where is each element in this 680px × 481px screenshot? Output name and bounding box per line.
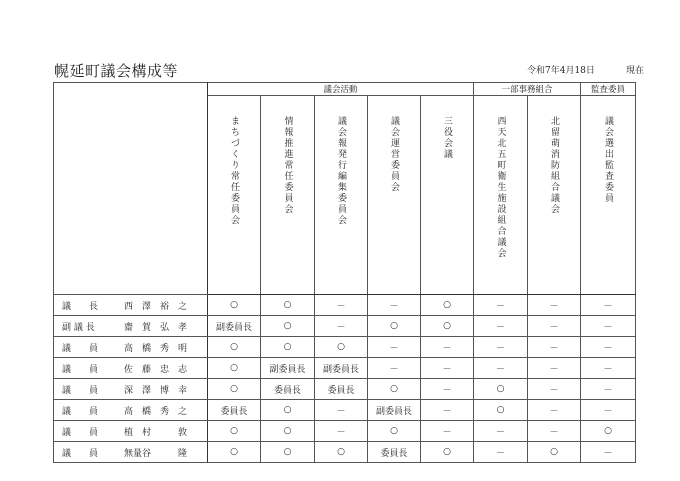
role-cell: － <box>474 421 528 442</box>
role-cell: － <box>581 379 636 400</box>
member-cell <box>54 358 208 379</box>
member-name: 高 橋 秀 之 <box>124 406 188 417</box>
table-row <box>54 379 636 400</box>
role-cell: － <box>528 337 581 358</box>
council-composition-table <box>53 82 636 463</box>
role-cell: － <box>421 358 474 379</box>
role-cell: － <box>474 337 528 358</box>
role-cell: － <box>581 316 636 337</box>
member-title: 副 議 長 <box>62 322 95 333</box>
role-cell: － <box>315 421 368 442</box>
table-row <box>54 337 636 358</box>
role-cell: ○ <box>261 400 315 421</box>
member-title: 議 員 <box>62 385 99 396</box>
member-title: 議 長 <box>62 301 99 312</box>
role-cell: 副委員長 <box>368 400 421 421</box>
role-cell: ○ <box>208 442 261 463</box>
role-cell: 委員長 <box>208 400 261 421</box>
column-header-label: 議会運営委員会 <box>389 116 399 193</box>
role-cell: － <box>528 295 581 316</box>
role-cell: ○ <box>528 442 581 463</box>
role-cell: ○ <box>368 421 421 442</box>
column-header <box>528 96 581 295</box>
role-cell: ○ <box>368 316 421 337</box>
table-row <box>54 400 636 421</box>
column-header <box>261 96 315 295</box>
role-cell: － <box>528 421 581 442</box>
table-row <box>54 421 636 442</box>
role-cell: － <box>528 358 581 379</box>
role-cell: － <box>474 442 528 463</box>
table-row <box>54 358 636 379</box>
role-cell: － <box>421 421 474 442</box>
column-header <box>581 96 636 295</box>
role-cell: － <box>474 316 528 337</box>
column-header-label: 西天北五町衛生施設組合議会 <box>495 116 506 259</box>
role-cell: ○ <box>315 337 368 358</box>
role-cell: － <box>474 295 528 316</box>
table-row <box>54 442 636 463</box>
member-title: 議 員 <box>62 364 99 375</box>
role-cell: ○ <box>261 295 315 316</box>
role-cell: ○ <box>261 316 315 337</box>
role-cell: － <box>315 400 368 421</box>
date-label: 令和7年4月18日 <box>527 66 595 76</box>
role-cell: － <box>528 316 581 337</box>
category-audit: 監査委員 <box>581 83 636 96</box>
role-cell: ○ <box>474 400 528 421</box>
member-title: 議 員 <box>62 406 99 417</box>
role-cell: ○ <box>474 379 528 400</box>
role-cell: ○ <box>421 295 474 316</box>
role-cell: － <box>581 442 636 463</box>
column-header-label: まちづくり常任委員会 <box>229 116 239 226</box>
category-council-activities: 議会活動 <box>208 83 474 96</box>
role-cell: ○ <box>261 421 315 442</box>
role-cell: － <box>421 400 474 421</box>
member-name: 無量谷 隆 <box>124 448 188 459</box>
member-title: 議 員 <box>62 343 99 354</box>
role-cell: ○ <box>421 442 474 463</box>
role-cell: － <box>474 358 528 379</box>
role-cell: 副委員長 <box>315 358 368 379</box>
role-cell: 委員長 <box>261 379 315 400</box>
column-header <box>474 96 528 295</box>
page-title: 幌延町議会構成等 <box>54 62 179 80</box>
column-header-label: 三役会議 <box>442 116 452 160</box>
table-body <box>54 295 636 463</box>
role-cell: ○ <box>261 337 315 358</box>
role-cell: 副委員長 <box>261 358 315 379</box>
table-row <box>54 316 636 337</box>
role-cell: － <box>421 337 474 358</box>
role-cell: － <box>368 295 421 316</box>
role-cell: ○ <box>261 442 315 463</box>
member-cell <box>54 442 208 463</box>
role-cell: 委員長 <box>315 379 368 400</box>
column-header <box>421 96 474 295</box>
role-cell: － <box>581 337 636 358</box>
member-name: 深 澤 博 幸 <box>124 385 188 396</box>
role-cell: － <box>315 295 368 316</box>
member-cell <box>54 316 208 337</box>
member-name: 植 村 敦 <box>124 427 188 438</box>
role-cell: ○ <box>208 379 261 400</box>
column-header <box>368 96 421 295</box>
header-blank-cell <box>54 83 208 295</box>
column-header-label: 議会選出監査委員 <box>603 116 614 204</box>
role-cell: 委員長 <box>368 442 421 463</box>
role-cell: － <box>581 400 636 421</box>
member-cell <box>54 295 208 316</box>
role-cell: － <box>315 316 368 337</box>
member-cell <box>54 337 208 358</box>
role-cell: ○ <box>208 358 261 379</box>
role-cell: ○ <box>368 379 421 400</box>
role-cell: － <box>581 295 636 316</box>
role-cell: － <box>528 379 581 400</box>
member-title: 議 員 <box>62 448 99 459</box>
role-cell: － <box>368 358 421 379</box>
member-name: 齋 賀 弘 孝 <box>124 322 188 333</box>
member-name: 佐 藤 忠 志 <box>124 364 188 375</box>
column-header-label: 北留萌消防組合議会 <box>549 116 560 215</box>
role-cell: ○ <box>208 421 261 442</box>
role-cell: ○ <box>208 295 261 316</box>
role-cell: ○ <box>208 337 261 358</box>
table-row <box>54 295 636 316</box>
column-header-label: 議会報発行編集委員会 <box>336 116 346 226</box>
member-cell <box>54 379 208 400</box>
member-title: 議 員 <box>62 427 99 438</box>
role-cell: ○ <box>315 442 368 463</box>
column-header-label: 情報推進常任委員会 <box>282 116 293 215</box>
role-cell: － <box>421 379 474 400</box>
member-cell <box>54 421 208 442</box>
role-cell: － <box>581 358 636 379</box>
role-cell: － <box>528 400 581 421</box>
member-cell <box>54 400 208 421</box>
column-header <box>208 96 261 295</box>
role-cell: 副委員長 <box>208 316 261 337</box>
as-of-label: 現在 <box>626 66 645 76</box>
role-cell: ○ <box>581 421 636 442</box>
category-partial-union: 一部事務組合 <box>474 83 581 96</box>
column-header <box>315 96 368 295</box>
member-name: 西 澤 裕 之 <box>124 301 188 312</box>
member-name: 高 橋 秀 明 <box>124 343 188 354</box>
role-cell: ○ <box>421 316 474 337</box>
role-cell: － <box>368 337 421 358</box>
